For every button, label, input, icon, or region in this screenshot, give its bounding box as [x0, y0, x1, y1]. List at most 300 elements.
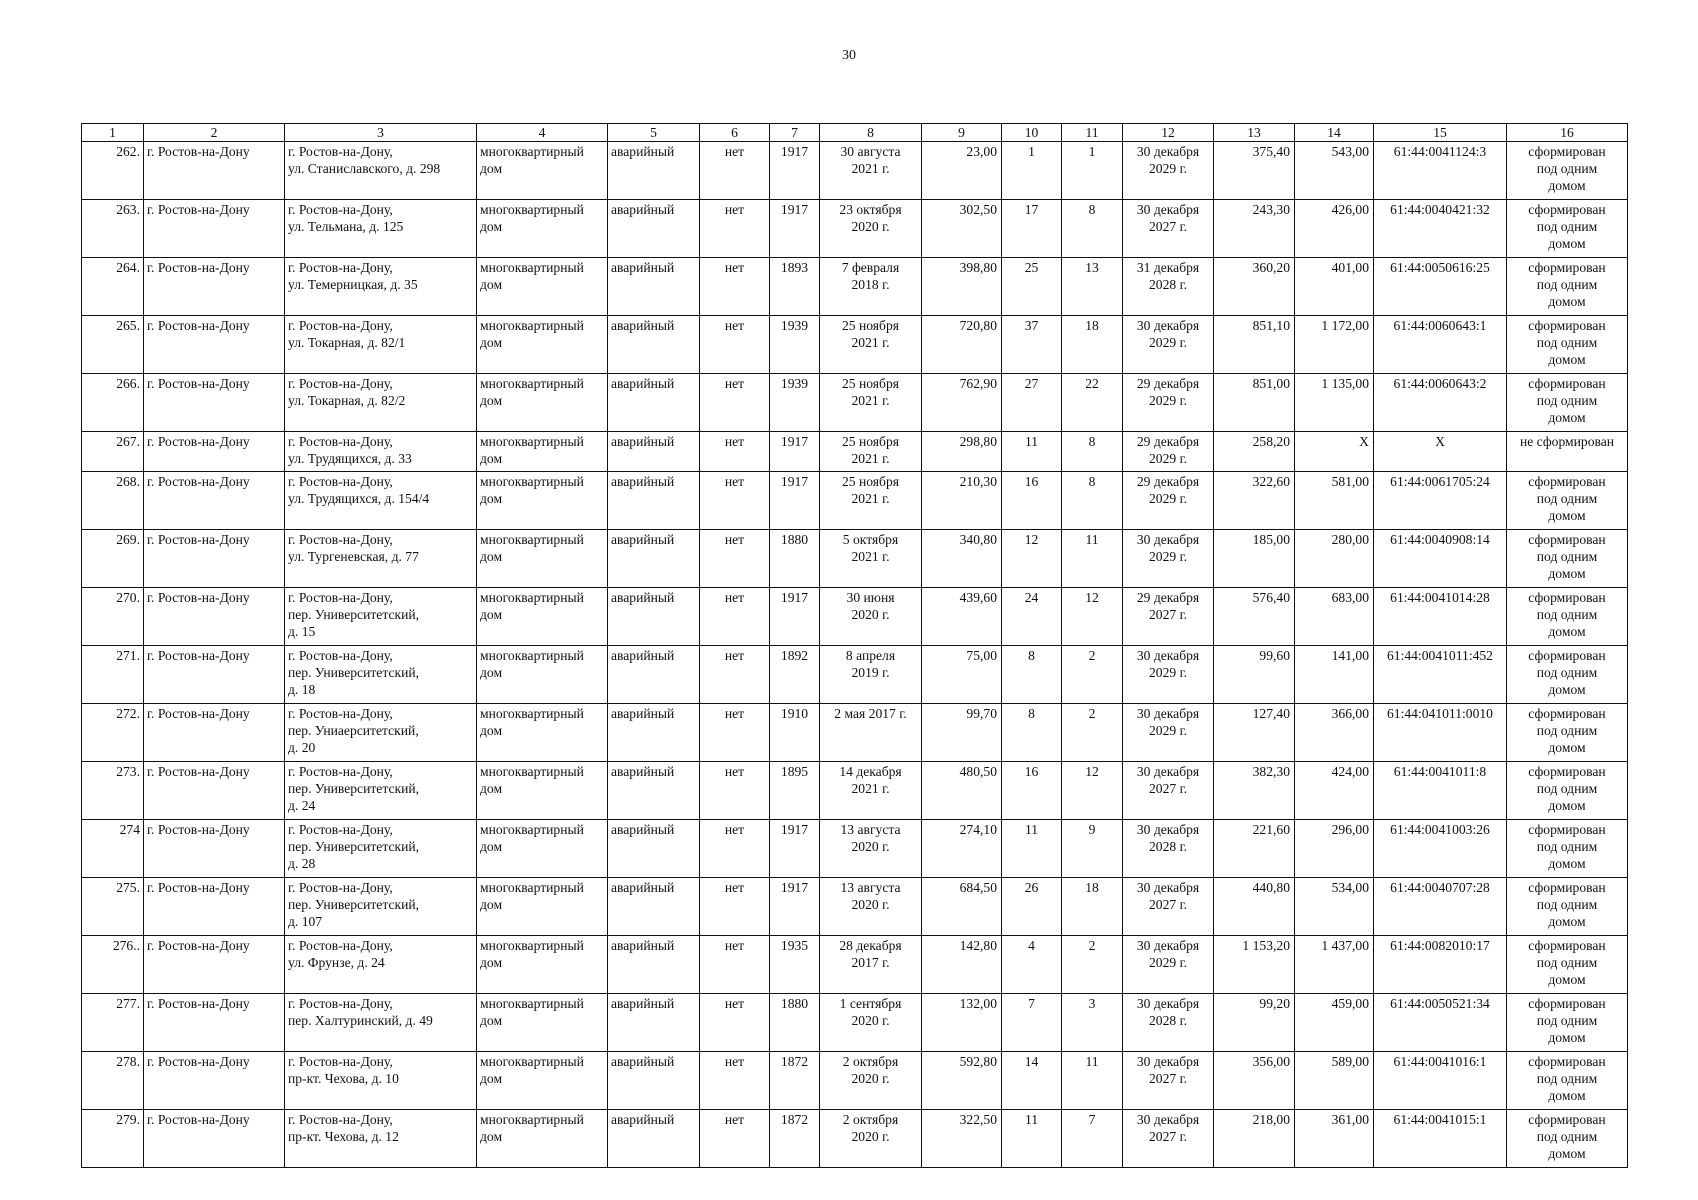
- table-row: [82, 588, 1628, 646]
- deadline-cell: 31 декабря 2028 г.: [1123, 258, 1214, 316]
- column-6-cell: нет: [700, 704, 770, 762]
- build-year-cell: 1910: [770, 704, 820, 762]
- table-row: [82, 316, 1628, 374]
- cadastral-number-cell: 61:44:0061705:24: [1374, 472, 1507, 530]
- cadastral-number-cell: 61:44:0040908:14: [1374, 530, 1507, 588]
- municipality-cell: г. Ростов-на-Дону: [144, 820, 285, 878]
- date-cell: 25 ноября 2021 г.: [820, 432, 922, 472]
- area-cell: 762,90: [922, 374, 1002, 432]
- column-6-cell: нет: [700, 530, 770, 588]
- column-11-cell: 18: [1062, 316, 1123, 374]
- column-13-cell: 382,30: [1214, 762, 1295, 820]
- build-year-cell: 1917: [770, 820, 820, 878]
- date-cell: 30 августа 2021 г.: [820, 142, 922, 200]
- municipality-cell: г. Ростов-на-Дону: [144, 316, 285, 374]
- column-10-cell: 16: [1002, 472, 1062, 530]
- cadastral-number-cell: 61:44:0040421:32: [1374, 200, 1507, 258]
- date-cell: 1 сентября 2020 г.: [820, 994, 922, 1052]
- address-cell: г. Ростов-на-Дону, пер. Университетский, д. 28: [285, 820, 477, 878]
- column-11-cell: 1: [1062, 142, 1123, 200]
- date-cell: 2 октября 2020 г.: [820, 1110, 922, 1168]
- column-14-cell: 366,00: [1295, 704, 1374, 762]
- column-11-cell: 2: [1062, 704, 1123, 762]
- column-11-cell: 18: [1062, 878, 1123, 936]
- column-10-cell: 24: [1002, 588, 1062, 646]
- column-11-cell: 8: [1062, 200, 1123, 258]
- row-number-cell: 279.: [82, 1110, 144, 1168]
- date-cell: 25 ноября 2021 г.: [820, 316, 922, 374]
- column-14-cell: 581,00: [1295, 472, 1374, 530]
- column-6-cell: нет: [700, 878, 770, 936]
- row-number-cell: 275.: [82, 878, 144, 936]
- address-cell: г. Ростов-на-Дону, пр-кт. Чехова, д. 10: [285, 1052, 477, 1110]
- page-number: 30: [842, 48, 856, 63]
- municipality-cell: г. Ростов-на-Дону: [144, 432, 285, 472]
- column-14-cell: 1 437,00: [1295, 936, 1374, 994]
- municipality-cell: г. Ростов-на-Дону: [144, 530, 285, 588]
- column-11-cell: 2: [1062, 936, 1123, 994]
- area-cell: 298,80: [922, 432, 1002, 472]
- land-status-cell: сформирован под одним домом: [1507, 646, 1628, 704]
- deadline-cell: 30 декабря 2027 г.: [1123, 762, 1214, 820]
- build-year-cell: 1892: [770, 646, 820, 704]
- condition-cell: аварийный: [608, 316, 700, 374]
- column-14-cell: 141,00: [1295, 646, 1374, 704]
- municipality-cell: г. Ростов-на-Дону: [144, 878, 285, 936]
- building-type-cell: многоквартирный дом: [477, 1052, 608, 1110]
- column-6-cell: нет: [700, 374, 770, 432]
- land-status-cell: сформирован под одним домом: [1507, 936, 1628, 994]
- column-13-cell: 1 153,20: [1214, 936, 1295, 994]
- area-cell: 274,10: [922, 820, 1002, 878]
- housing-table-container: [81, 123, 1628, 1168]
- land-status-cell: не сформирован: [1507, 432, 1628, 472]
- address-cell: г. Ростов-на-Дону, пер. Халтуринский, д. 49: [285, 994, 477, 1052]
- municipality-cell: г. Ростов-на-Дону: [144, 258, 285, 316]
- column-header: 10: [1002, 124, 1062, 142]
- row-number-cell: 269.: [82, 530, 144, 588]
- table-row: [82, 820, 1628, 878]
- column-14-cell: 1 172,00: [1295, 316, 1374, 374]
- column-14-cell: 589,00: [1295, 1052, 1374, 1110]
- deadline-cell: 30 декабря 2029 г.: [1123, 316, 1214, 374]
- building-type-cell: многоквартирный дом: [477, 936, 608, 994]
- column-13-cell: 576,40: [1214, 588, 1295, 646]
- date-cell: 2 мая 2017 г.: [820, 704, 922, 762]
- table-row: [82, 472, 1628, 530]
- column-6-cell: нет: [700, 588, 770, 646]
- building-type-cell: многоквартирный дом: [477, 142, 608, 200]
- deadline-cell: 30 декабря 2028 г.: [1123, 820, 1214, 878]
- column-header: 4: [477, 124, 608, 142]
- land-status-cell: сформирован под одним домом: [1507, 704, 1628, 762]
- build-year-cell: 1917: [770, 472, 820, 530]
- cadastral-number-cell: 61:44:041011:0010: [1374, 704, 1507, 762]
- table-row: [82, 258, 1628, 316]
- condition-cell: аварийный: [608, 646, 700, 704]
- municipality-cell: г. Ростов-на-Дону: [144, 762, 285, 820]
- row-number-cell: 263.: [82, 200, 144, 258]
- column-11-cell: 9: [1062, 820, 1123, 878]
- land-status-cell: сформирован под одним домом: [1507, 472, 1628, 530]
- address-cell: г. Ростов-на-Дону, ул. Тургеневская, д. 77: [285, 530, 477, 588]
- column-13-cell: 851,00: [1214, 374, 1295, 432]
- column-10-cell: 1: [1002, 142, 1062, 200]
- cadastral-number-cell: 61:44:0050521:34: [1374, 994, 1507, 1052]
- build-year-cell: 1917: [770, 588, 820, 646]
- column-14-cell: 1 135,00: [1295, 374, 1374, 432]
- area-cell: 340,80: [922, 530, 1002, 588]
- date-cell: 7 февраля 2018 г.: [820, 258, 922, 316]
- condition-cell: аварийный: [608, 432, 700, 472]
- build-year-cell: 1880: [770, 530, 820, 588]
- column-14-cell: 361,00: [1295, 1110, 1374, 1168]
- area-cell: 398,80: [922, 258, 1002, 316]
- column-6-cell: нет: [700, 142, 770, 200]
- deadline-cell: 30 декабря 2027 г.: [1123, 1052, 1214, 1110]
- deadline-cell: 30 декабря 2029 г.: [1123, 646, 1214, 704]
- condition-cell: аварийный: [608, 142, 700, 200]
- column-header: 3: [285, 124, 477, 142]
- date-cell: 25 ноября 2021 г.: [820, 472, 922, 530]
- column-6-cell: нет: [700, 316, 770, 374]
- land-status-cell: сформирован под одним домом: [1507, 258, 1628, 316]
- column-6-cell: нет: [700, 472, 770, 530]
- table-row: [82, 530, 1628, 588]
- building-type-cell: многоквартирный дом: [477, 646, 608, 704]
- build-year-cell: 1895: [770, 762, 820, 820]
- table-row: [82, 1052, 1628, 1110]
- column-13-cell: 221,60: [1214, 820, 1295, 878]
- column-13-cell: 258,20: [1214, 432, 1295, 472]
- table-body: [82, 142, 1628, 1168]
- building-type-cell: многоквартирный дом: [477, 762, 608, 820]
- building-type-cell: многоквартирный дом: [477, 530, 608, 588]
- deadline-cell: 30 декабря 2029 г.: [1123, 142, 1214, 200]
- column-header: 12: [1123, 124, 1214, 142]
- cadastral-number-cell: 61:44:0060643:1: [1374, 316, 1507, 374]
- municipality-cell: г. Ростов-на-Дону: [144, 200, 285, 258]
- column-11-cell: 7: [1062, 1110, 1123, 1168]
- column-6-cell: нет: [700, 1110, 770, 1168]
- row-number-cell: 270.: [82, 588, 144, 646]
- column-10-cell: 14: [1002, 1052, 1062, 1110]
- land-status-cell: сформирован под одним домом: [1507, 1110, 1628, 1168]
- condition-cell: аварийный: [608, 1052, 700, 1110]
- column-6-cell: нет: [700, 820, 770, 878]
- column-11-cell: 2: [1062, 646, 1123, 704]
- address-cell: г. Ростов-на-Дону, ул. Токарная, д. 82/2: [285, 374, 477, 432]
- municipality-cell: г. Ростов-на-Дону: [144, 936, 285, 994]
- build-year-cell: 1917: [770, 142, 820, 200]
- municipality-cell: г. Ростов-на-Дону: [144, 1110, 285, 1168]
- building-type-cell: многоквартирный дом: [477, 316, 608, 374]
- table-row: [82, 936, 1628, 994]
- table-row: [82, 1110, 1628, 1168]
- condition-cell: аварийный: [608, 1110, 700, 1168]
- land-status-cell: сформирован под одним домом: [1507, 878, 1628, 936]
- row-number-cell: 276..: [82, 936, 144, 994]
- column-10-cell: 12: [1002, 530, 1062, 588]
- column-6-cell: нет: [700, 1052, 770, 1110]
- row-number-cell: 267.: [82, 432, 144, 472]
- address-cell: г. Ростов-на-Дону, ул. Станиславского, д. 298: [285, 142, 477, 200]
- row-number-cell: 274: [82, 820, 144, 878]
- header-row: [82, 124, 1628, 142]
- date-cell: 5 октября 2021 г.: [820, 530, 922, 588]
- address-cell: г. Ростов-на-Дону, ул. Трудящихся, д. 33: [285, 432, 477, 472]
- row-number-cell: 268.: [82, 472, 144, 530]
- column-header: 7: [770, 124, 820, 142]
- column-11-cell: 11: [1062, 1052, 1123, 1110]
- address-cell: г. Ростов-на-Дону, пер. Университетский, д. 107: [285, 878, 477, 936]
- land-status-cell: сформирован под одним домом: [1507, 1052, 1628, 1110]
- build-year-cell: 1893: [770, 258, 820, 316]
- column-11-cell: 3: [1062, 994, 1123, 1052]
- area-cell: 439,60: [922, 588, 1002, 646]
- deadline-cell: 30 декабря 2027 г.: [1123, 1110, 1214, 1168]
- date-cell: 25 ноября 2021 г.: [820, 374, 922, 432]
- cadastral-number-cell: 61:44:0040707:28: [1374, 878, 1507, 936]
- area-cell: 720,80: [922, 316, 1002, 374]
- area-cell: 142,80: [922, 936, 1002, 994]
- area-cell: 480,50: [922, 762, 1002, 820]
- column-10-cell: 7: [1002, 994, 1062, 1052]
- cadastral-number-cell: 61:44:0050616:25: [1374, 258, 1507, 316]
- table-row: [82, 878, 1628, 936]
- deadline-cell: 30 декабря 2027 г.: [1123, 878, 1214, 936]
- column-13-cell: 185,00: [1214, 530, 1295, 588]
- building-type-cell: многоквартирный дом: [477, 200, 608, 258]
- deadline-cell: 30 декабря 2029 г.: [1123, 936, 1214, 994]
- build-year-cell: 1939: [770, 374, 820, 432]
- column-13-cell: 375,40: [1214, 142, 1295, 200]
- build-year-cell: 1935: [770, 936, 820, 994]
- column-10-cell: 16: [1002, 762, 1062, 820]
- municipality-cell: г. Ростов-на-Дону: [144, 994, 285, 1052]
- column-10-cell: 37: [1002, 316, 1062, 374]
- date-cell: 2 октября 2020 г.: [820, 1052, 922, 1110]
- column-14-cell: 683,00: [1295, 588, 1374, 646]
- column-header: 16: [1507, 124, 1628, 142]
- table-row: [82, 432, 1628, 472]
- deadline-cell: 30 декабря 2028 г.: [1123, 994, 1214, 1052]
- column-14-cell: 534,00: [1295, 878, 1374, 936]
- area-cell: 23,00: [922, 142, 1002, 200]
- address-cell: г. Ростов-на-Дону, ул. Фрунзе, д. 24: [285, 936, 477, 994]
- row-number-cell: 273.: [82, 762, 144, 820]
- deadline-cell: 30 декабря 2029 г.: [1123, 704, 1214, 762]
- cadastral-number-cell: 61:44:0041016:1: [1374, 1052, 1507, 1110]
- deadline-cell: 30 декабря 2029 г.: [1123, 530, 1214, 588]
- row-number-cell: 277.: [82, 994, 144, 1052]
- column-6-cell: нет: [700, 646, 770, 704]
- cadastral-number-cell: 61:44:0041011:452: [1374, 646, 1507, 704]
- column-header: 6: [700, 124, 770, 142]
- column-13-cell: 243,30: [1214, 200, 1295, 258]
- cadastral-number-cell: 61:44:0041015:1: [1374, 1110, 1507, 1168]
- municipality-cell: г. Ростов-на-Дону: [144, 588, 285, 646]
- land-status-cell: сформирован под одним домом: [1507, 374, 1628, 432]
- column-13-cell: 127,40: [1214, 704, 1295, 762]
- housing-table: [81, 123, 1628, 1168]
- address-cell: г. Ростов-на-Дону, ул. Трудящихся, д. 154/4: [285, 472, 477, 530]
- column-13-cell: 218,00: [1214, 1110, 1295, 1168]
- cadastral-number-cell: 61:44:0041014:28: [1374, 588, 1507, 646]
- column-header: 11: [1062, 124, 1123, 142]
- municipality-cell: г. Ростов-на-Дону: [144, 1052, 285, 1110]
- building-type-cell: многоквартирный дом: [477, 704, 608, 762]
- column-14-cell: 401,00: [1295, 258, 1374, 316]
- cadastral-number-cell: Х: [1374, 432, 1507, 472]
- land-status-cell: сформирован под одним домом: [1507, 762, 1628, 820]
- municipality-cell: г. Ростов-на-Дону: [144, 704, 285, 762]
- condition-cell: аварийный: [608, 994, 700, 1052]
- cadastral-number-cell: 61:44:0082010:17: [1374, 936, 1507, 994]
- land-status-cell: сформирован под одним домом: [1507, 316, 1628, 374]
- column-6-cell: нет: [700, 936, 770, 994]
- condition-cell: аварийный: [608, 704, 700, 762]
- column-13-cell: 99,20: [1214, 994, 1295, 1052]
- column-10-cell: 17: [1002, 200, 1062, 258]
- build-year-cell: 1872: [770, 1110, 820, 1168]
- column-header: 13: [1214, 124, 1295, 142]
- building-type-cell: многоквартирный дом: [477, 588, 608, 646]
- row-number-cell: 265.: [82, 316, 144, 374]
- condition-cell: аварийный: [608, 936, 700, 994]
- column-14-cell: 280,00: [1295, 530, 1374, 588]
- land-status-cell: сформирован под одним домом: [1507, 994, 1628, 1052]
- condition-cell: аварийный: [608, 200, 700, 258]
- column-header: 5: [608, 124, 700, 142]
- municipality-cell: г. Ростов-на-Дону: [144, 472, 285, 530]
- date-cell: 13 августа 2020 г.: [820, 878, 922, 936]
- column-14-cell: Х: [1295, 432, 1374, 472]
- condition-cell: аварийный: [608, 820, 700, 878]
- table-row: [82, 200, 1628, 258]
- date-cell: 13 августа 2020 г.: [820, 820, 922, 878]
- land-status-cell: сформирован под одним домом: [1507, 530, 1628, 588]
- column-header: 14: [1295, 124, 1374, 142]
- address-cell: г. Ростов-на-Дону, пер. Университетский, д. 18: [285, 646, 477, 704]
- deadline-cell: 29 декабря 2029 г.: [1123, 472, 1214, 530]
- building-type-cell: многоквартирный дом: [477, 374, 608, 432]
- column-14-cell: 426,00: [1295, 200, 1374, 258]
- area-cell: 210,30: [922, 472, 1002, 530]
- column-11-cell: 12: [1062, 762, 1123, 820]
- column-13-cell: 99,60: [1214, 646, 1295, 704]
- build-year-cell: 1939: [770, 316, 820, 374]
- column-6-cell: нет: [700, 258, 770, 316]
- build-year-cell: 1917: [770, 878, 820, 936]
- column-11-cell: 13: [1062, 258, 1123, 316]
- building-type-cell: многоквартирный дом: [477, 878, 608, 936]
- date-cell: 30 июня 2020 г.: [820, 588, 922, 646]
- area-cell: 75,00: [922, 646, 1002, 704]
- cadastral-number-cell: 61:44:0060643:2: [1374, 374, 1507, 432]
- table-row: [82, 646, 1628, 704]
- condition-cell: аварийный: [608, 258, 700, 316]
- table-row: [82, 762, 1628, 820]
- column-10-cell: 27: [1002, 374, 1062, 432]
- row-number-cell: 278.: [82, 1052, 144, 1110]
- column-14-cell: 296,00: [1295, 820, 1374, 878]
- column-13-cell: 851,10: [1214, 316, 1295, 374]
- column-6-cell: нет: [700, 994, 770, 1052]
- row-number-cell: 272.: [82, 704, 144, 762]
- table-row: [82, 994, 1628, 1052]
- deadline-cell: 30 декабря 2027 г.: [1123, 200, 1214, 258]
- area-cell: 684,50: [922, 878, 1002, 936]
- row-number-cell: 266.: [82, 374, 144, 432]
- column-11-cell: 12: [1062, 588, 1123, 646]
- municipality-cell: г. Ростов-на-Дону: [144, 646, 285, 704]
- deadline-cell: 29 декабря 2027 г.: [1123, 588, 1214, 646]
- land-status-cell: сформирован под одним домом: [1507, 820, 1628, 878]
- cadastral-number-cell: 61:44:0041003:26: [1374, 820, 1507, 878]
- column-6-cell: нет: [700, 200, 770, 258]
- column-11-cell: 8: [1062, 472, 1123, 530]
- column-14-cell: 459,00: [1295, 994, 1374, 1052]
- build-year-cell: 1880: [770, 994, 820, 1052]
- area-cell: 302,50: [922, 200, 1002, 258]
- column-13-cell: 356,00: [1214, 1052, 1295, 1110]
- condition-cell: аварийный: [608, 588, 700, 646]
- column-10-cell: 8: [1002, 704, 1062, 762]
- municipality-cell: г. Ростов-на-Дону: [144, 374, 285, 432]
- condition-cell: аварийный: [608, 530, 700, 588]
- column-13-cell: 360,20: [1214, 258, 1295, 316]
- column-13-cell: 440,80: [1214, 878, 1295, 936]
- area-cell: 99,70: [922, 704, 1002, 762]
- column-header: 15: [1374, 124, 1507, 142]
- building-type-cell: многоквартирный дом: [477, 1110, 608, 1168]
- area-cell: 132,00: [922, 994, 1002, 1052]
- column-13-cell: 322,60: [1214, 472, 1295, 530]
- row-number-cell: 264.: [82, 258, 144, 316]
- area-cell: 592,80: [922, 1052, 1002, 1110]
- row-number-cell: 262.: [82, 142, 144, 200]
- column-6-cell: нет: [700, 432, 770, 472]
- column-10-cell: 11: [1002, 820, 1062, 878]
- building-type-cell: многоквартирный дом: [477, 472, 608, 530]
- date-cell: 23 октября 2020 г.: [820, 200, 922, 258]
- column-11-cell: 22: [1062, 374, 1123, 432]
- address-cell: г. Ростов-на-Дону, ул. Темерницкая, д. 35: [285, 258, 477, 316]
- building-type-cell: многоквартирный дом: [477, 820, 608, 878]
- date-cell: 8 апреля 2019 г.: [820, 646, 922, 704]
- build-year-cell: 1917: [770, 432, 820, 472]
- deadline-cell: 29 декабря 2029 г.: [1123, 374, 1214, 432]
- table-row: [82, 374, 1628, 432]
- address-cell: г. Ростов-на-Дону, ул. Тельмана, д. 125: [285, 200, 477, 258]
- condition-cell: аварийный: [608, 374, 700, 432]
- municipality-cell: г. Ростов-на-Дону: [144, 142, 285, 200]
- column-6-cell: нет: [700, 762, 770, 820]
- column-header: 9: [922, 124, 1002, 142]
- date-cell: 28 декабря 2017 г.: [820, 936, 922, 994]
- land-status-cell: сформирован под одним домом: [1507, 142, 1628, 200]
- column-11-cell: 8: [1062, 432, 1123, 472]
- cadastral-number-cell: 61:44:0041011:8: [1374, 762, 1507, 820]
- row-number-cell: 271.: [82, 646, 144, 704]
- land-status-cell: сформирован под одним домом: [1507, 200, 1628, 258]
- building-type-cell: многоквартирный дом: [477, 432, 608, 472]
- column-header: 1: [82, 124, 144, 142]
- address-cell: г. Ростов-на-Дону, пер. Университетский, д. 15: [285, 588, 477, 646]
- land-status-cell: сформирован под одним домом: [1507, 588, 1628, 646]
- condition-cell: аварийный: [608, 762, 700, 820]
